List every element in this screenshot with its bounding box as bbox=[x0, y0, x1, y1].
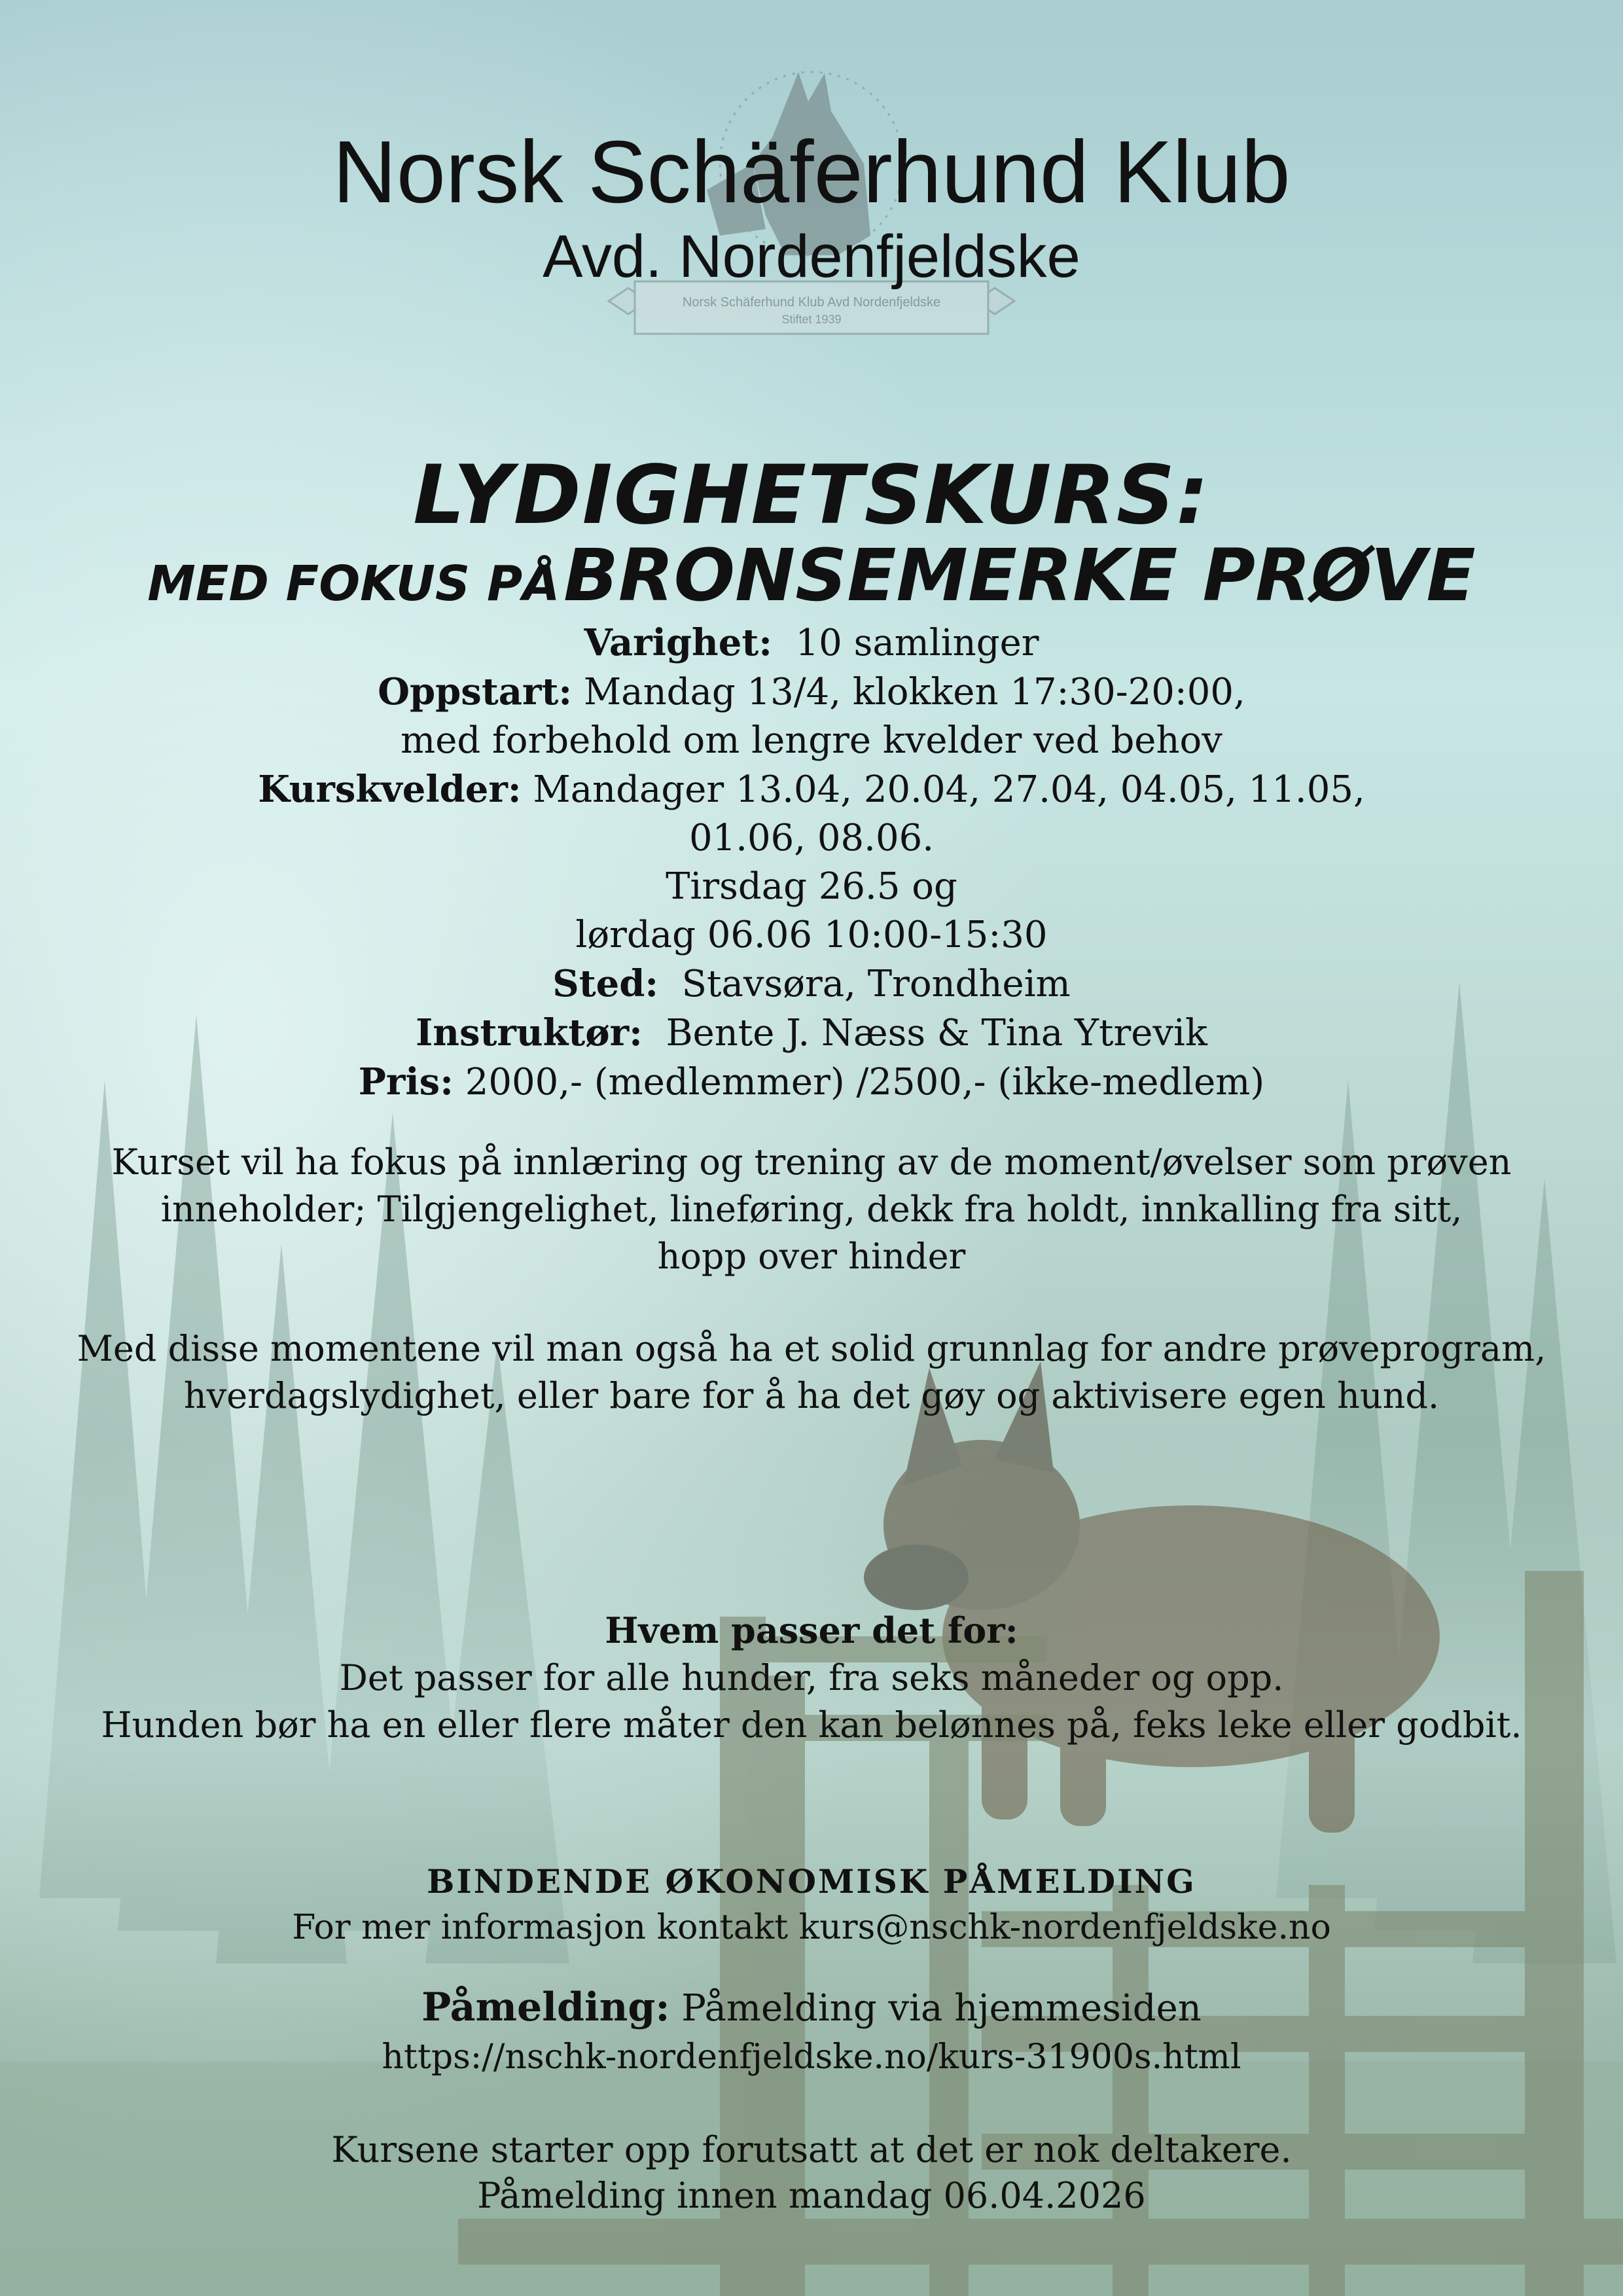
evenings-line1: Mandager 13.04, 20.04, 27.04, 04.05, 11.05, bbox=[533, 768, 1365, 811]
final-notes bbox=[0, 2127, 1623, 2219]
duration-label: Varighet: bbox=[584, 621, 772, 664]
evenings-line3: Tirsdag 26.5 og bbox=[666, 865, 957, 908]
evenings-label: Kurskvelder: bbox=[258, 768, 522, 811]
start-row bbox=[0, 668, 1623, 717]
evenings-line2: 01.06, 08.06. bbox=[688, 817, 935, 859]
evenings-row bbox=[0, 765, 1623, 814]
signup-label: Påmelding: bbox=[421, 1984, 670, 2030]
branch-name: Avd. Nordenfjeldske bbox=[543, 223, 1080, 290]
duration-value: 10 samlinger bbox=[795, 622, 1039, 664]
course-subtitle bbox=[0, 533, 1623, 617]
place-label: Sted: bbox=[552, 962, 659, 1005]
subtitle-emphasis: BRONSEMERKE PRØVE bbox=[563, 533, 1476, 617]
duration-row bbox=[0, 619, 1623, 668]
club-name: Norsk Schäferhund Klub bbox=[332, 122, 1291, 221]
p2-line1: Med disse momentene vil man også ha et solid grunnlag for andre prøveprogram, bbox=[77, 1328, 1546, 1369]
audience-line2: Hunden bør ha en eller flere måter den kan belønnes på, feks leke eller godbit. bbox=[101, 1704, 1522, 1746]
description-paragraph-1 bbox=[0, 1139, 1623, 1280]
p1-line3: hopp over hinder bbox=[657, 1236, 966, 1277]
condition-line: Kursene starter opp forutsatt at det er nok deltakere. bbox=[331, 2129, 1292, 2170]
start-label: Oppstart: bbox=[378, 670, 573, 713]
description-paragraph-2 bbox=[0, 1325, 1623, 1420]
binding-notice: BINDENDE ØKONOMISK PÅMELDING bbox=[427, 1862, 1196, 1901]
contact-line: For mer informasjon kontakt kurs@nschk-nordenfjeldske.no bbox=[292, 1908, 1331, 1947]
price-value: 2000,- (medlemmer) /2500,- (ikke-medlem) bbox=[465, 1061, 1265, 1103]
instructor-row bbox=[0, 1009, 1623, 1058]
start-note: med forbehold om lengre kvelder ved behov bbox=[401, 719, 1222, 762]
signup-section bbox=[0, 1983, 1623, 2081]
p1-line2: inneholder; Tilgjengelighet, lineføring, dekk fra holdt, innkalling fra sitt, bbox=[160, 1189, 1463, 1230]
p1-line1: Kurset vil ha fokus på innlæring og trening av de moment/øvelser som prøven bbox=[111, 1141, 1512, 1183]
audience-section bbox=[0, 1607, 1623, 1749]
place-value: Stavsøra, Trondheim bbox=[681, 963, 1071, 1005]
deadline-line: Påmelding innen mandag 06.04.2026 bbox=[477, 2175, 1146, 2216]
evenings-line4: lørdag 06.06 10:00-15:30 bbox=[575, 914, 1048, 956]
logo-text: Norsk Schäferhund Klub Avd Nordenfjeldske bbox=[682, 295, 941, 310]
signup-value: Påmelding via hjemmesiden bbox=[681, 1987, 1202, 2030]
course-title: LYDIGHETSKURS: bbox=[413, 448, 1210, 543]
instructor-label: Instruktør: bbox=[416, 1011, 643, 1054]
instructor-value: Bente J. Næss & Tina Ytrevik bbox=[666, 1012, 1207, 1054]
place-row bbox=[0, 960, 1623, 1009]
subtitle-prefix: MED FOKUS PÅ bbox=[147, 556, 560, 612]
registration-info bbox=[0, 1859, 1623, 1950]
audience-heading: Hvem passer det for: bbox=[605, 1609, 1018, 1651]
logo-founded: Stiftet 1939 bbox=[781, 313, 842, 326]
signup-url[interactable]: https://nschk-nordenfjeldske.no/kurs-31900s.html bbox=[382, 2037, 1241, 2077]
price-row bbox=[0, 1058, 1623, 1107]
p2-line2: hverdagslydighet, eller bare for å ha det gøy og aktivisere egen hund. bbox=[183, 1375, 1440, 1416]
start-value: Mandag 13/4, klokken 17:30-20:00, bbox=[583, 671, 1245, 713]
course-details bbox=[0, 619, 1623, 1107]
audience-line1: Det passer for alle hunder, fra seks måneder og opp. bbox=[339, 1657, 1284, 1698]
price-label: Pris: bbox=[358, 1060, 454, 1103]
